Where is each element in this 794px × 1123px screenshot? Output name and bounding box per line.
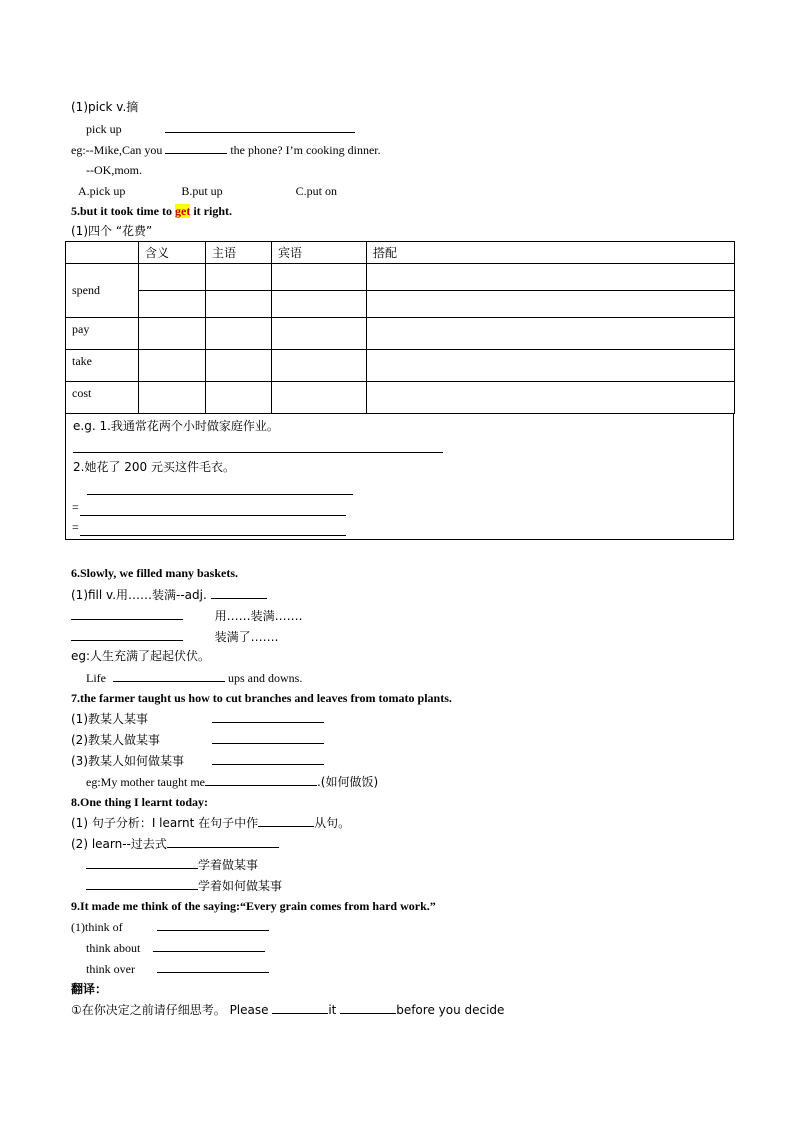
table-cell[interactable] xyxy=(206,264,272,291)
section-5-subtitle: (1)四个 “花费” xyxy=(71,224,153,238)
table-cell[interactable] xyxy=(139,350,206,382)
section-5-title: 5.but it took time to get it right. xyxy=(71,204,232,218)
pick-up-line xyxy=(86,119,355,137)
row-label-spend: spend xyxy=(66,264,139,318)
table-header-row xyxy=(66,242,735,264)
fill-definition: (1)fill v.用……装满--adj. xyxy=(71,588,207,602)
think-of-line: (1)think of xyxy=(71,917,269,935)
teach-blank-3[interactable] xyxy=(212,751,324,765)
table-row xyxy=(66,264,735,291)
example-1-answer-line[interactable] xyxy=(73,452,443,453)
learn-how-to-do: 学着如何做某事 xyxy=(86,876,282,894)
row-label-pay: pay xyxy=(66,318,139,350)
table-cell[interactable] xyxy=(272,264,367,291)
be-filled-line xyxy=(71,627,278,645)
example-1: e.g. 1.我通常花两个小时做家庭作业。 xyxy=(73,419,279,433)
table-cell[interactable] xyxy=(206,350,272,382)
think-of-blank[interactable] xyxy=(157,917,269,931)
teach-blank-1[interactable] xyxy=(212,709,324,723)
fill-adj-blank[interactable] xyxy=(211,585,267,599)
table-cell[interactable] xyxy=(139,382,206,414)
example-text-b: the phone? I’m cooking dinner. xyxy=(230,143,381,157)
translate-blank-2[interactable] xyxy=(340,1000,396,1014)
teach-item-1: (1)教某人某事 xyxy=(71,709,324,727)
think-about-line: think about xyxy=(86,938,265,956)
table-cell[interactable] xyxy=(272,350,367,382)
example-text-a: eg:--Mike,Can you xyxy=(71,143,163,157)
row-label-take: take xyxy=(66,350,139,382)
section-6-title: 6.Slowly, we filled many baskets. xyxy=(71,566,239,580)
table-cell[interactable] xyxy=(272,318,367,350)
pick-up-blank[interactable] xyxy=(165,119,355,133)
past-tense-blank[interactable] xyxy=(167,834,279,848)
teach-item-3: (3)教某人如何做某事 xyxy=(71,751,324,769)
learn-to-do-blank[interactable] xyxy=(86,855,198,869)
spend-table xyxy=(65,241,735,414)
table-cell[interactable] xyxy=(206,318,272,350)
table-row xyxy=(66,382,735,414)
example-2-answer-line-3[interactable] xyxy=(80,535,346,536)
table-cell[interactable] xyxy=(367,291,735,318)
sentence-analysis: (1) 句子分析：I learnt 在句子中作 从句。 xyxy=(71,813,350,831)
row-label-cost: cost xyxy=(66,382,139,414)
pick-up-example xyxy=(71,140,381,158)
example-blank[interactable] xyxy=(165,140,227,154)
table-cell[interactable] xyxy=(367,382,735,414)
example-reply: --OK,mom. xyxy=(86,163,142,177)
table-cell[interactable] xyxy=(206,382,272,414)
table-cell[interactable] xyxy=(139,264,206,291)
table-row xyxy=(66,318,735,350)
fill-with-label: 用……装满……. xyxy=(214,609,303,623)
fill-with-line xyxy=(71,606,302,624)
translate-question: ①在你决定之前请仔细思考。 Please it before you decide xyxy=(71,1000,504,1018)
think-over-blank[interactable] xyxy=(157,959,269,973)
table-cell[interactable] xyxy=(367,264,735,291)
life-blank[interactable] xyxy=(113,668,225,682)
section-8-title: 8.One thing I learnt today: xyxy=(71,795,209,809)
learn-how-blank[interactable] xyxy=(86,876,198,890)
section-9-title: 9.It made me think of the saying:“Every grain comes from hard work.” xyxy=(71,899,436,913)
options-row xyxy=(78,182,337,200)
equals-sign-2: = xyxy=(72,520,79,534)
option-c: C.put on xyxy=(295,184,338,198)
teach-example: eg:My mother taught me .(如何做饭) xyxy=(86,772,378,790)
table-cell[interactable] xyxy=(206,291,272,318)
be-filled-label: 装满了……. xyxy=(214,630,279,644)
translate-blank-1[interactable] xyxy=(272,1000,328,1014)
header-subject: 主语 xyxy=(206,242,272,264)
life-word: Life xyxy=(86,671,106,685)
learn-past-tense: (2) learn--过去式 xyxy=(71,834,279,852)
header-meaning: 含义 xyxy=(139,242,206,264)
clause-type-blank[interactable] xyxy=(258,813,314,827)
table-cell[interactable] xyxy=(272,291,367,318)
pick-definition: (1)pick v.摘 xyxy=(71,100,139,114)
teach-example-blank[interactable] xyxy=(205,772,317,786)
equals-sign: = xyxy=(72,500,79,514)
table-cell[interactable] xyxy=(367,318,735,350)
fill-line xyxy=(71,585,267,603)
teach-blank-2[interactable] xyxy=(212,730,324,744)
header-object: 宾语 xyxy=(272,242,367,264)
learn-to-do: 学着做某事 xyxy=(86,855,258,873)
fill-with-blank[interactable] xyxy=(71,606,183,620)
think-over-line: think over xyxy=(86,959,269,977)
example-2-answer-line-2[interactable] xyxy=(80,515,346,516)
ups-and-downs: ups and downs. xyxy=(228,671,303,685)
section-7-title: 7.the farmer taught us how to cut branches and leaves from tomato plants. xyxy=(71,691,452,705)
header-collocation: 搭配 xyxy=(367,242,735,264)
table-cell[interactable] xyxy=(367,350,735,382)
example-2: 2.她花了 200 元买这件毛衣。 xyxy=(73,460,235,474)
life-sentence xyxy=(86,668,302,686)
teach-item-2: (2)教某人做某事 xyxy=(71,730,324,748)
option-a: A.pick up xyxy=(78,184,126,198)
example-2-answer-line[interactable] xyxy=(87,494,353,495)
pick-up-label: pick up xyxy=(86,122,122,136)
table-row xyxy=(66,291,735,318)
option-b: B.put up xyxy=(181,184,223,198)
example-box xyxy=(65,414,734,540)
be-filled-blank[interactable] xyxy=(71,627,183,641)
highlighted-word: get xyxy=(175,204,191,218)
table-cell[interactable] xyxy=(139,318,206,350)
think-about-blank[interactable] xyxy=(153,938,265,952)
table-cell[interactable] xyxy=(139,291,206,318)
table-row xyxy=(66,350,735,382)
header-blank xyxy=(66,242,139,264)
fill-example: eg:人生充满了起起伏伏。 xyxy=(71,649,211,663)
table-cell[interactable] xyxy=(272,382,367,414)
translate-label: 翻译： xyxy=(71,982,108,996)
